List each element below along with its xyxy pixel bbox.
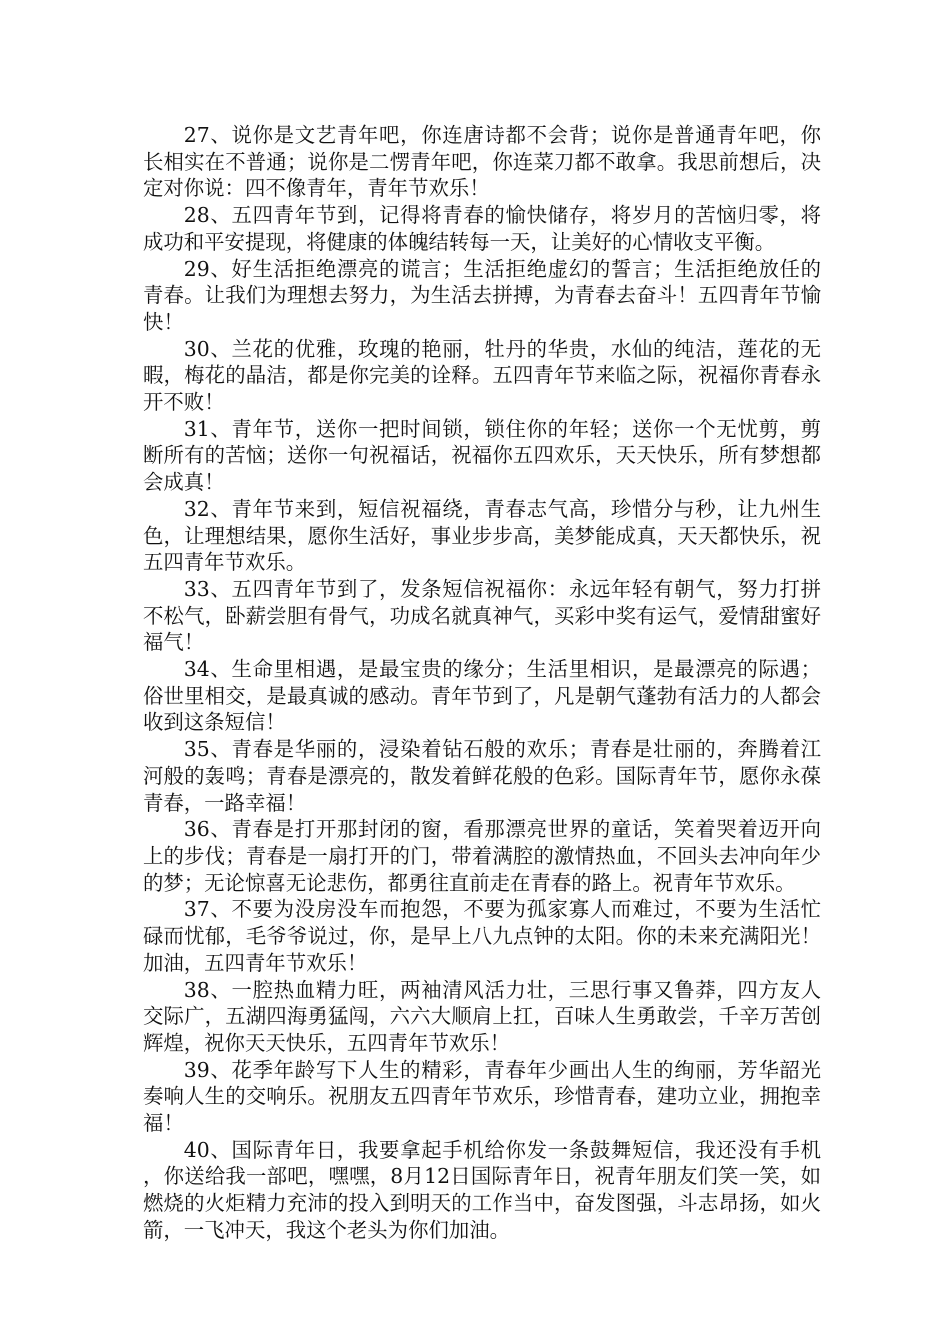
paragraph-36: 36、青春是打开那封闭的窗，看那漂亮世界的童话，笑着哭着迈开向上的步伐；青春是一扇打开的门，带着满腔的激情热血，不回头去冲向年少的梦；无论惊喜无论悲伤，都勇往直前走在青春的路上。祝青年节欢乐。 [143, 817, 821, 895]
paragraph-38: 38、一腔热血精力旺，两袖清风活力壮，三思行事又鲁莽，四方友人交际广，五湖四海勇猛闯，六六大顺肩上扛，百味人生勇敢尝，千辛万苦创辉煌，祝你天天快乐，五四青年节欢乐！ [143, 977, 821, 1055]
paragraph-39: 39、花季年龄写下人生的精彩，青春年少画出人生的绚丽，芳华韶光奏响人生的交响乐。祝朋友五四青年节欢乐，珍惜青春，建功立业，拥抱幸福！ [143, 1057, 821, 1136]
paragraph-33: 33、五四青年节到了，发条短信祝福你：永远年轻有朝气，努力打拼不松气，卧薪尝胆有骨气，功成名就真神气，买彩中奖有运气，爱情甜蜜好福气！ [143, 576, 821, 655]
document-body [143, 122, 821, 1244]
paragraph-28: 28、五四青年节到，记得将青春的愉快储存，将岁月的苦恼归零，将成功和平安提现，将健康的体魄结转每一天，让美好的心情收支平衡。 [143, 203, 821, 254]
paragraph-37: 37、不要为没房没车而抱怨，不要为孤家寡人而难过，不要为生活忙碌而忧郁，毛爷爷说过，你，是早上八九点钟的太阳。你的未来充满阳光！加油，五四青年节欢乐！ [143, 897, 821, 975]
paragraph-31: 31、青年节，送你一把时间锁，锁住你的年轻；送你一个无忧剪，剪断所有的苦恼；送你一句祝福话，祝福你五四欢乐，天天快乐，所有梦想都会成真！ [143, 416, 821, 495]
paragraph-32: 32、青年节来到，短信祝福绕，青春志气高，珍惜分与秒，让九州生色，让理想结果，愿你生活好，事业步步高，美梦能成真，天天都快乐，祝五四青年节欢乐。 [143, 496, 821, 575]
paragraph-34: 34、生命里相遇，是最宝贵的缘分；生活里相识，是最漂亮的际遇；俗世里相交，是最真诚的感动。青年节到了，凡是朝气蓬勃有活力的人都会收到这条短信！ [143, 657, 821, 735]
paragraph-30: 30、兰花的优雅，玫瑰的艳丽，牡丹的华贵，水仙的纯洁，莲花的无暇，梅花的晶洁，都是你完美的诠释。五四青年节来临之际，祝福你青春永开不败！ [143, 336, 821, 415]
paragraph-27: 27、说你是文艺青年吧，你连唐诗都不会背；说你是普通青年吧，你长相实在不普通；说你是二愣青年吧，你连菜刀都不敢拿。我思前想后，决定对你说：四不像青年，青年节欢乐！ [143, 123, 821, 201]
paragraph-35: 35、青春是华丽的，浸染着钻石般的欢乐；青春是壮丽的，奔腾着江河般的轰鸣；青春是漂亮的，散发着鲜花般的色彩。国际青年节，愿你永葆青春，一路幸福！ [143, 737, 821, 815]
paragraph-40: 40、国际青年日，我要拿起手机给你发一条鼓舞短信，我还没有手机，你送给我一部吧，嘿嘿，8月12日国际青年日，祝青年朋友们笑一笑，如燃烧的火炬精力充沛的投入到明天的工作当中，奋发图强，斗志昂扬，如火箭，一飞冲天，我这个老头为你们加油。 [143, 1137, 821, 1242]
paragraph-29: 29、好生活拒绝漂亮的谎言；生活拒绝虚幻的誓言；生活拒绝放任的青春。让我们为理想去努力，为生活去拼搏，为青春去奋斗！五四青年节愉快！ [143, 256, 821, 334]
